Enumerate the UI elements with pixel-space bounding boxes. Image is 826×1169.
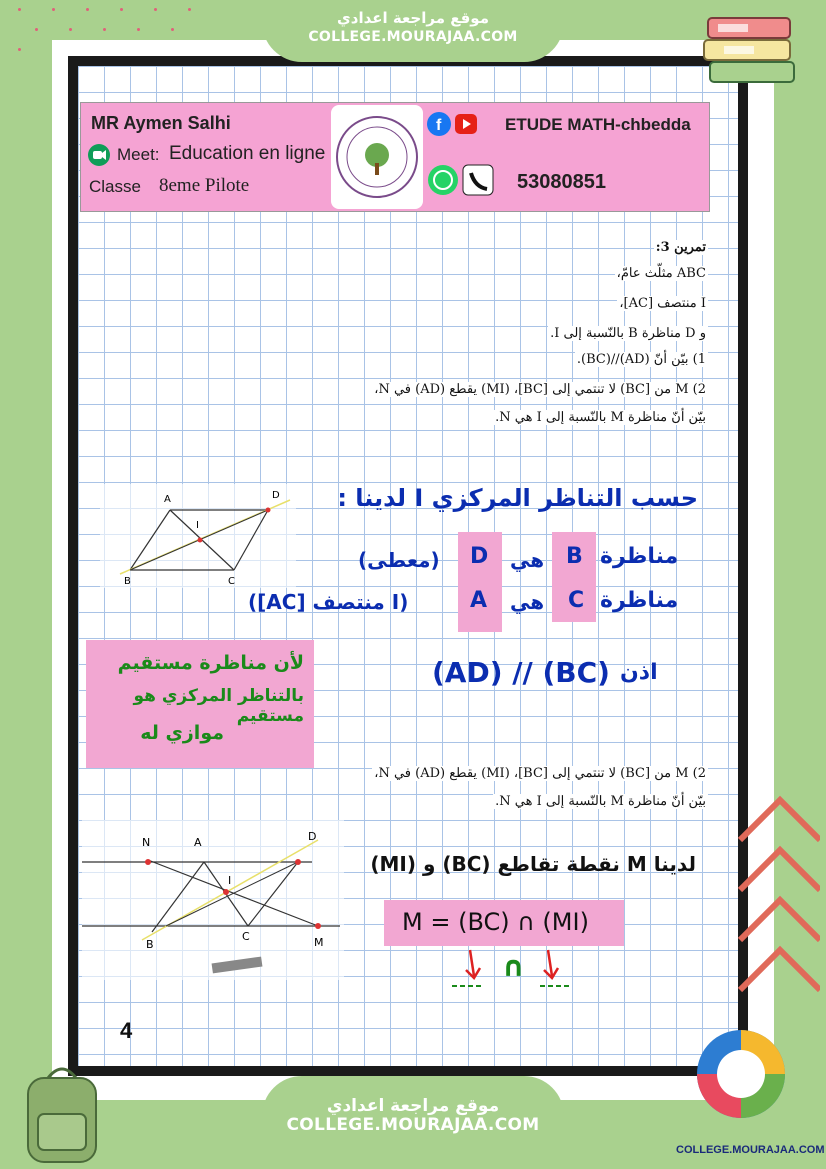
fig2-label-m: M [314,936,324,949]
row2-a: A [470,588,488,613]
fig1-label-b: B [124,576,131,587]
bottom-banner [262,1076,564,1169]
exercise-line-3: و D مناظرة B بالنّسبة إلى I. [550,326,706,341]
row2-word: مناظرة [600,588,679,613]
banner-bottom-arabic: موقع مراجعة اعدادي [326,1096,500,1116]
banner-bottom-url[interactable]: COLLEGE.MOURAJAA.COM [286,1115,540,1135]
row2-is: هي [510,590,545,614]
question-2-repeat: 2) M من [BC) لا تنتمي إلى [BC]، (MI) يقطع (AD) في N، [374,766,706,781]
banner-arabic: موقع مراجعة اعدادي [337,9,489,27]
site-logo-icon [694,1022,788,1138]
fig2-label-a: A [194,836,202,849]
fig1-label-c: C [228,576,235,587]
row1-b: B [566,544,583,569]
fig2-label-c: C [242,930,250,943]
conclusion: (AD) // (BC) [432,656,610,689]
exercise-line-2: I منتصف [AC]، [619,296,706,311]
conclusion-prefix: اذن [620,660,658,685]
fig1-label-a: A [164,494,171,505]
row1-word: مناظرة [600,544,679,569]
question-1: 1) بيّن أنّ (AD)//(BC). [576,352,706,367]
fig2-label-b: B [146,938,154,951]
row1-note: (معطى) [358,548,440,572]
class-value: 8eme Pilote [159,175,250,196]
meet-label: Meet: [117,145,160,164]
backpack-icon [14,1058,110,1166]
site-logo-caption[interactable]: COLLEGE.MOURAJAA.COM [676,1144,825,1156]
question-2: 2) M من [BC) لا تنتمي إلى [BC]، (MI) يقطع (AD) في N، [374,382,706,397]
row1-d: D [470,544,489,569]
green-note-3: موازي له [140,722,224,744]
phone-number: 53080851 [517,171,606,193]
svg-text:f: f [436,117,442,134]
question-2-b: بيّن أنّ مناظرة M بالنّسبة إلى I هي N. [495,410,706,425]
row2-c: C [568,588,585,613]
chevron-decor-icon [730,790,820,1020]
books-icon [700,10,804,96]
class-label: Classe [89,177,141,196]
banner-url[interactable]: COLLEGE.MOURAJAA.COM [308,29,518,45]
teacher-header [80,102,710,212]
exercise-title: تمرين 3: [655,240,706,255]
figure-1 [100,484,296,588]
fig2-label-i: I [228,874,232,887]
fig2-label-d: D [308,830,317,843]
row2-note: (I منتصف [AC]) [248,590,409,614]
page-number: 4 [120,1018,133,1043]
row1-is: هي [510,548,545,572]
top-banner [262,0,564,62]
green-note-box [86,640,314,768]
fig1-label-i: I [196,520,199,531]
exercise-line-1: ABC مثلّث عامّ، [616,266,706,281]
page-name: ETUDE MATH-chbedda [505,115,691,134]
formula-box [384,900,624,946]
facebook-youtube-icons [427,111,479,137]
green-note-2: بالتناظر المركزي هو مستقيم [133,686,304,726]
green-note-1: لأن مناظرة مستقيم [117,652,304,674]
solution1-heading: حسب التناظر المركزي I لدينا : [337,484,698,512]
whatsapp-phone-icons [427,163,497,197]
meet-value: Education en ligne [169,143,326,164]
meet-icon [87,143,111,167]
question-2-b-repeat: بيّن أنّ مناظرة M بالنّسبة إلى I هي N. [495,794,706,809]
teacher-name: MR Aymen Salhi [91,113,231,133]
formula: M = (BC) ∩ (MI) [402,908,589,936]
intersection-mark: ∩ [502,950,525,983]
fig2-label-n: N [142,836,151,849]
solution2-heading: لدينا M نقطة تقاطع (BC) و (MI) [370,852,696,876]
fig1-label-d: D [272,490,280,501]
figure-2 [82,820,344,980]
school-seal [331,105,423,209]
